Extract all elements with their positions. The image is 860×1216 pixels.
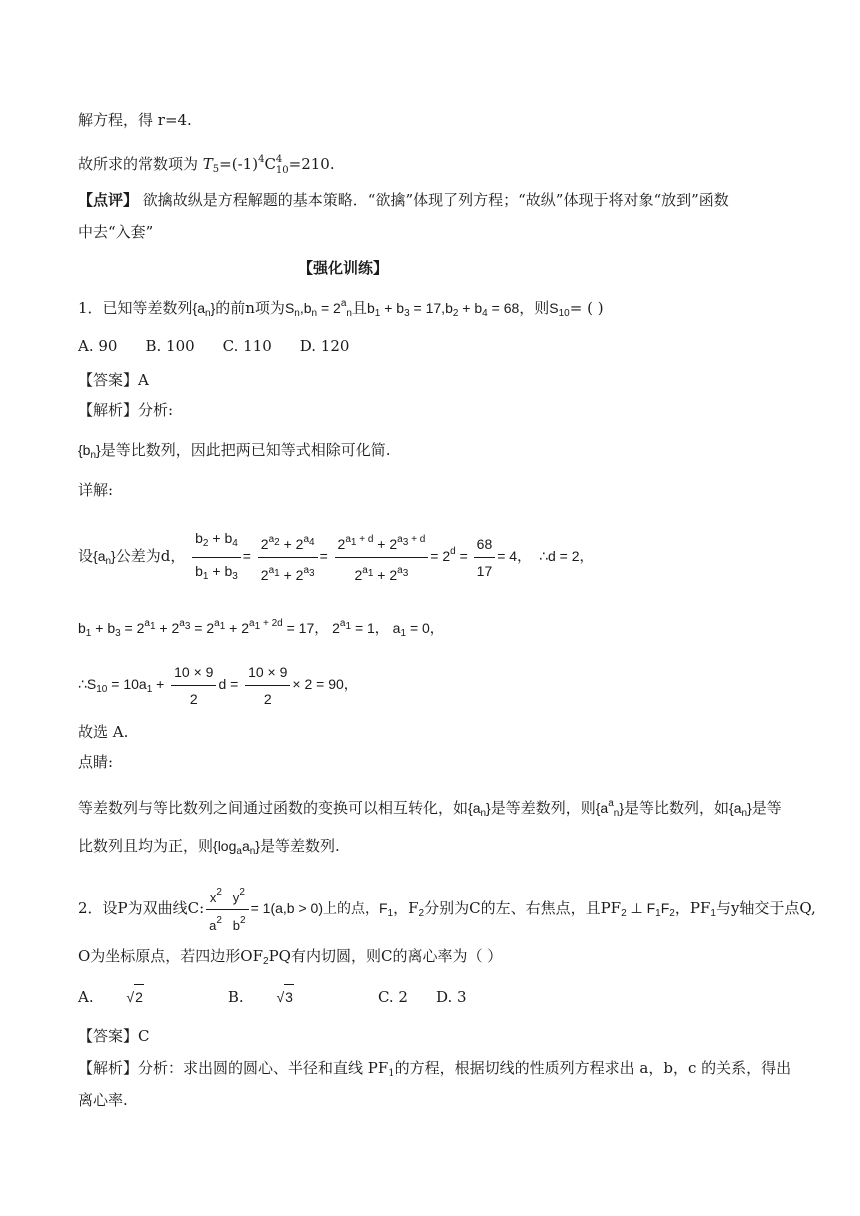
q2-answer: 【答案】C: [78, 1027, 150, 1045]
option-a: A. √2: [78, 984, 200, 1009]
q1-derivation-1: 设$\{a_n\}$公差为d， $\frac{b_2 + b_4}{b_1 + b_3}$ = $\frac{2^{a2} + 2^{a4}}{2^{a1} + 2^{a3}}$ = $\frac{2^{a1 + d} + 2^{a3 + d}}{2^{a1} + 2^{a3}}$ = $2^d$ = $\frac{68}{17}$ = 4， ∴d = 2，: [78, 522, 790, 592]
option-d: D. 3: [435, 988, 467, 1006]
q1-choose: 故选 A.: [78, 723, 129, 741]
q1-analysis-head: 【解析】分析:: [78, 401, 174, 419]
q1-answer: 【答案】A: [78, 371, 149, 389]
q2-options: [78, 984, 790, 1009]
option-d: D. 120: [299, 337, 350, 355]
q1-remark-head: 点睛:: [78, 753, 114, 771]
q1-remark-2: 比数列且均为正，则$\{\log_aa_n\}$是等差数列.: [78, 837, 340, 857]
comment-line-2: 中去“入套”: [78, 223, 154, 241]
comment-line-1: 【点评】 欲擒故纵是方程解题的基本策略．“欲擒”体现了列方程；“故纵”体现于将对象“放到”函数: [78, 191, 729, 209]
q2-analysis-2: 离心率.: [78, 1091, 128, 1109]
q2-stem: 2．设P为双曲线C: $\frac{x^2 y^2}{a^2 b^2}$ = 1(a,b > 0)上的点，$F_1$，$F_2$分别为C的左、右焦点，且$PF_2$ ⊥ $F_1F_2$，$PF_1$与y轴交于点Q,: [78, 880, 790, 942]
constant-term-line: 故所求的常数项为 $T_5=(-1)^4C$ 4 10 =210.: [78, 154, 335, 176]
q1-remark-1: 等差数列与等比数列之间通过函数的变换可以相互转化，如$\{a_n\}$是等差数列，则$\{a^a_n\}$是等比数列，如$\{a_n\}$是等: [78, 798, 782, 819]
q1-derivation-2: $b_1 + b_3 = 2^{a1} + 2^{a3} = 2^{a1} + 2^{a1 + 2d} = 17$， $2^{a1} = 1$， $a_1 = 0$，: [78, 618, 444, 639]
q2-stem-line2: O为坐标原点，若四边形$OF_2PQ$有内切圆，则C的离心率为（ ）: [78, 947, 503, 967]
q1-detail-head: 详解:: [78, 481, 114, 499]
option-c: C. 2: [377, 988, 408, 1006]
q2-analysis-1: 【解析】分析：求出圆的圆心、半径和直线 $PF_1$的方程，根据切线的性质列方程求出 a，b，c 的关系，得出: [78, 1059, 792, 1079]
text-line: [78, 108, 790, 132]
option-c: C. 110: [222, 337, 272, 355]
option-a: A. 90: [78, 337, 118, 355]
option-b: B. √3: [228, 984, 350, 1009]
comment-tag: 【点评】: [78, 191, 139, 209]
q1-options: [78, 334, 790, 358]
option-b: B. 100: [145, 337, 195, 355]
solve-equation-text: 解方程，得 r=4.: [78, 111, 192, 129]
q1-analysis-text: $\{b_n\}$是等比数列，因此把两已知等式相除可化简.: [78, 441, 391, 461]
q1-stem: 1．已知等差数列$\{a_n\}$的前n项为$S_n,b_n = 2^a_n$且$b_1 + b_3 = 17,b_2 + b_4 = 68$，则$S_{10}=$ ( ): [78, 298, 604, 319]
q1-derivation-3: $\therefore S_{10} = 10a_1$ + $\frac{10 \times 9}{2}$ d = $\frac{10 \times 9}{2}$ × 2 = 90，: [78, 656, 790, 718]
section-title: 【强化训练】: [298, 259, 389, 277]
